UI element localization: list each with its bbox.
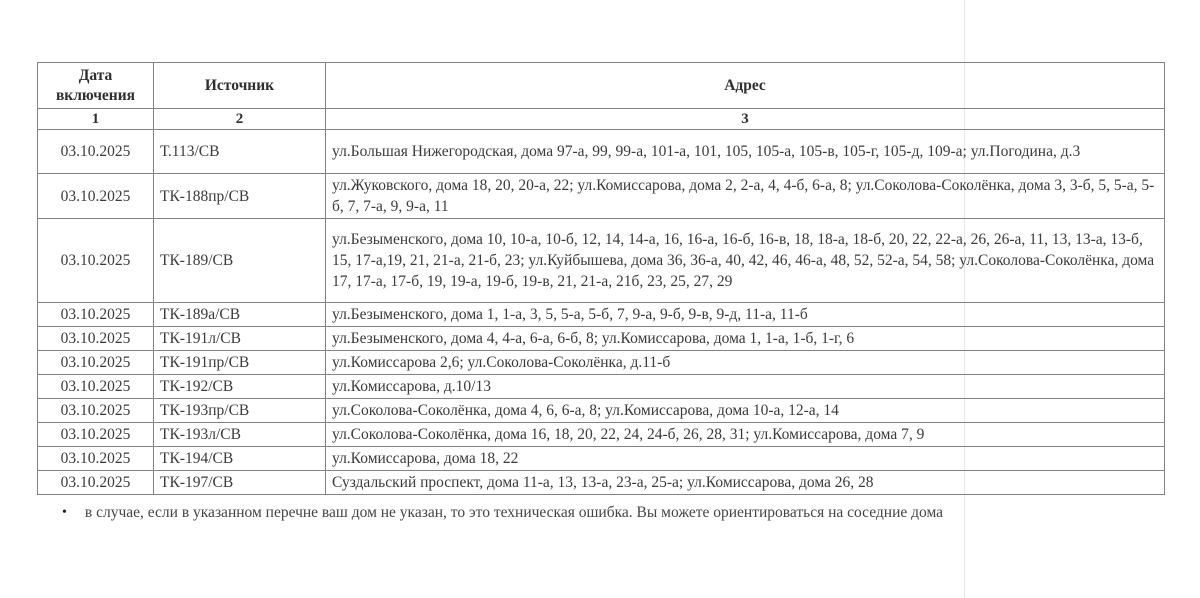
source-cell: ТК-193пр/СВ [154, 399, 326, 423]
source-cell: ТК-192/СВ [154, 375, 326, 399]
footnote-text: в случае, если в указанном перечне ваш дом не указан, то это техническая ошибка. Вы можете ориентироваться на соседние дома [84, 504, 944, 521]
table-row [38, 130, 1165, 174]
source-cell: Т.113/СВ [154, 130, 326, 174]
footnote [62, 503, 1162, 523]
date-cell: 03.10.2025 [38, 375, 154, 399]
header-source: Источник [154, 63, 326, 109]
table-row [38, 399, 1165, 423]
source-cell: ТК-189/СВ [154, 219, 326, 303]
date-cell: 03.10.2025 [38, 471, 154, 495]
address-cell: ул.Комиссарова 2,6; ул.Соколова-Соколёнка, д.11-б [326, 351, 1165, 375]
date-cell: 03.10.2025 [38, 174, 154, 219]
table-row [38, 423, 1165, 447]
table-row [38, 219, 1165, 303]
address-cell: ул.Комиссарова, дома 18, 22 [326, 447, 1165, 471]
date-cell: 03.10.2025 [38, 351, 154, 375]
source-cell: ТК-194/СВ [154, 447, 326, 471]
address-cell: ул.Жуковского, дома 18, 20, 20-а, 22; ул.Комиссарова, дома 2, 2-а, 4, 4-б, 6-а, 8; ул.Соколова-Соколёнка, дома 3, 3-б, 5, 5-а, 5-б, 7, 7-а, 9, 9-а, 11 [326, 174, 1165, 219]
table-header-row [38, 63, 1165, 109]
column-number-row [38, 109, 1165, 130]
bullet-icon: • [62, 505, 67, 520]
source-cell: ТК-188пр/СВ [154, 174, 326, 219]
table-row [38, 303, 1165, 327]
source-cell: ТК-197/СВ [154, 471, 326, 495]
source-cell: ТК-193л/СВ [154, 423, 326, 447]
source-cell: ТК-191л/СВ [154, 327, 326, 351]
date-cell: 03.10.2025 [38, 327, 154, 351]
column-number-2: 2 [154, 109, 326, 130]
table-row [38, 447, 1165, 471]
source-cell: ТК-191пр/СВ [154, 351, 326, 375]
date-cell: 03.10.2025 [38, 423, 154, 447]
address-cell: ул.Безыменского, дома 10, 10-а, 10-б, 12, 14, 14-а, 16, 16-а, 16-б, 16-в, 18, 18-а, 18-б, 20, 22, 22-а, 26, 26-а, 11, 13, 13-а, 13-б, 15, 17-а,19, 21, 21-а, 21-б, 23; ул.Куйбышева, дома 36, 36-а, 40, 42, 46, 46-а, 48, 52, 52-а, 54, 58; ул.Соколова-Соколёнка, дома 17, 17-а, 17-б, 19, 19-а, 19-б, 19-в, 21, 21-а, 21б, 23, 25, 27, 29 [326, 219, 1165, 303]
date-cell: 03.10.2025 [38, 219, 154, 303]
table-row [38, 351, 1165, 375]
address-cell: ул.Большая Нижегородская, дома 97-а, 99, 99-а, 101-а, 101, 105, 105-а, 105-в, 105-г, 105-д, 109-а; ул.Погодина, д.3 [326, 130, 1165, 174]
table-row [38, 174, 1165, 219]
date-cell: 03.10.2025 [38, 303, 154, 327]
address-cell: ул.Безыменского, дома 1, 1-а, 3, 5, 5-а, 5-б, 7, 9-а, 9-б, 9-в, 9-д, 11-а, 11-б [326, 303, 1165, 327]
column-number-1: 1 [38, 109, 154, 130]
header-address: Адрес [326, 63, 1165, 109]
table-row [38, 327, 1165, 351]
date-cell: 03.10.2025 [38, 130, 154, 174]
date-cell: 03.10.2025 [38, 447, 154, 471]
address-cell: Суздальский проспект, дома 11-а, 13, 13-а, 23-а, 25-а; ул.Комиссарова, дома 26, 28 [326, 471, 1165, 495]
column-number-3: 3 [326, 109, 1165, 130]
address-cell: ул.Соколова-Соколёнка, дома 4, 6, 6-а, 8; ул.Комиссарова, дома 10-а, 12-а, 14 [326, 399, 1165, 423]
address-cell: ул.Комиссарова, д.10/13 [326, 375, 1165, 399]
header-date: Дата включения [38, 63, 154, 109]
heating-schedule-table [37, 62, 1165, 495]
address-cell: ул.Безыменского, дома 4, 4-а, 6-а, 6-б, 8; ул.Комиссарова, дома 1, 1-а, 1-б, 1-г, 6 [326, 327, 1165, 351]
table-row [38, 471, 1165, 495]
table-row [38, 375, 1165, 399]
date-cell: 03.10.2025 [38, 399, 154, 423]
address-cell: ул.Соколова-Соколёнка, дома 16, 18, 20, 22, 24, 24-б, 26, 28, 31; ул.Комиссарова, дома 7, 9 [326, 423, 1165, 447]
source-cell: ТК-189а/СВ [154, 303, 326, 327]
